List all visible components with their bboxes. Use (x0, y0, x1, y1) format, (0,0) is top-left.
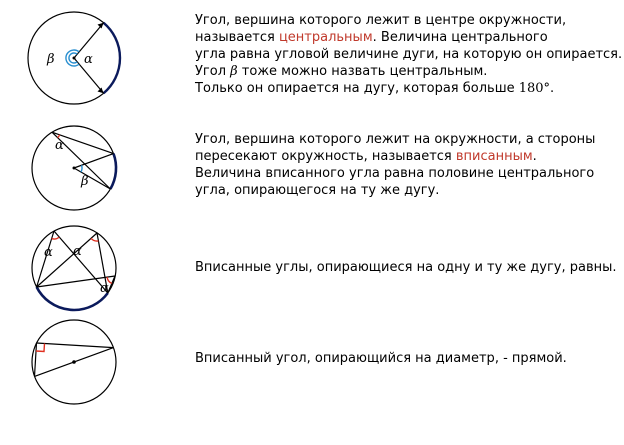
inscribed-angle-figure (24, 118, 124, 218)
term-inscribed: вписанным (455, 149, 533, 164)
degree-value: 180° (518, 81, 551, 96)
line: пересекают окружность, называется вписанным. (195, 149, 537, 164)
central-angle-figure (24, 8, 124, 108)
line: Только он опирается на дугу, которая больше 180°. (195, 81, 555, 96)
line: называется центральным. Величина центрального (195, 30, 548, 45)
beta-symbol: β (230, 64, 238, 79)
line: угла равна угловой величине дуги, на которую он опирается. (195, 47, 623, 62)
central-angle-text (195, 12, 623, 97)
line: Угол β тоже можно назвать центральным. (195, 64, 488, 79)
beta-label: β (47, 52, 55, 67)
alpha-label: α (73, 244, 82, 259)
equal-inscribed-angles-figure (24, 218, 124, 318)
line: Угол, вершина которого лежит в центре окружности, (195, 13, 567, 28)
line: Угол, вершина которого лежит на окружности, а стороны (195, 132, 596, 147)
inscribed-angle-text (195, 131, 615, 199)
line: Величина вписанного угла равна половине центрального (195, 166, 595, 181)
line: угла, опирающегося на ту же дугу. (195, 183, 440, 198)
diameter-angle-text (195, 350, 615, 367)
line: Вписанные углы, опирающиеся на одну и ту же дугу, равны. (195, 260, 617, 275)
equal-angles-text (195, 259, 615, 276)
alpha-label: α (55, 138, 64, 153)
alpha-label: α (100, 281, 109, 296)
term-central: центральным (278, 30, 373, 45)
alpha-label: α (44, 245, 53, 260)
beta-label: β (81, 174, 89, 189)
alpha-label: α (84, 52, 93, 67)
line: Вписанный угол, опирающийся на диаметр, - прямой. (195, 351, 567, 366)
right-inscribed-angle-figure (24, 312, 124, 412)
